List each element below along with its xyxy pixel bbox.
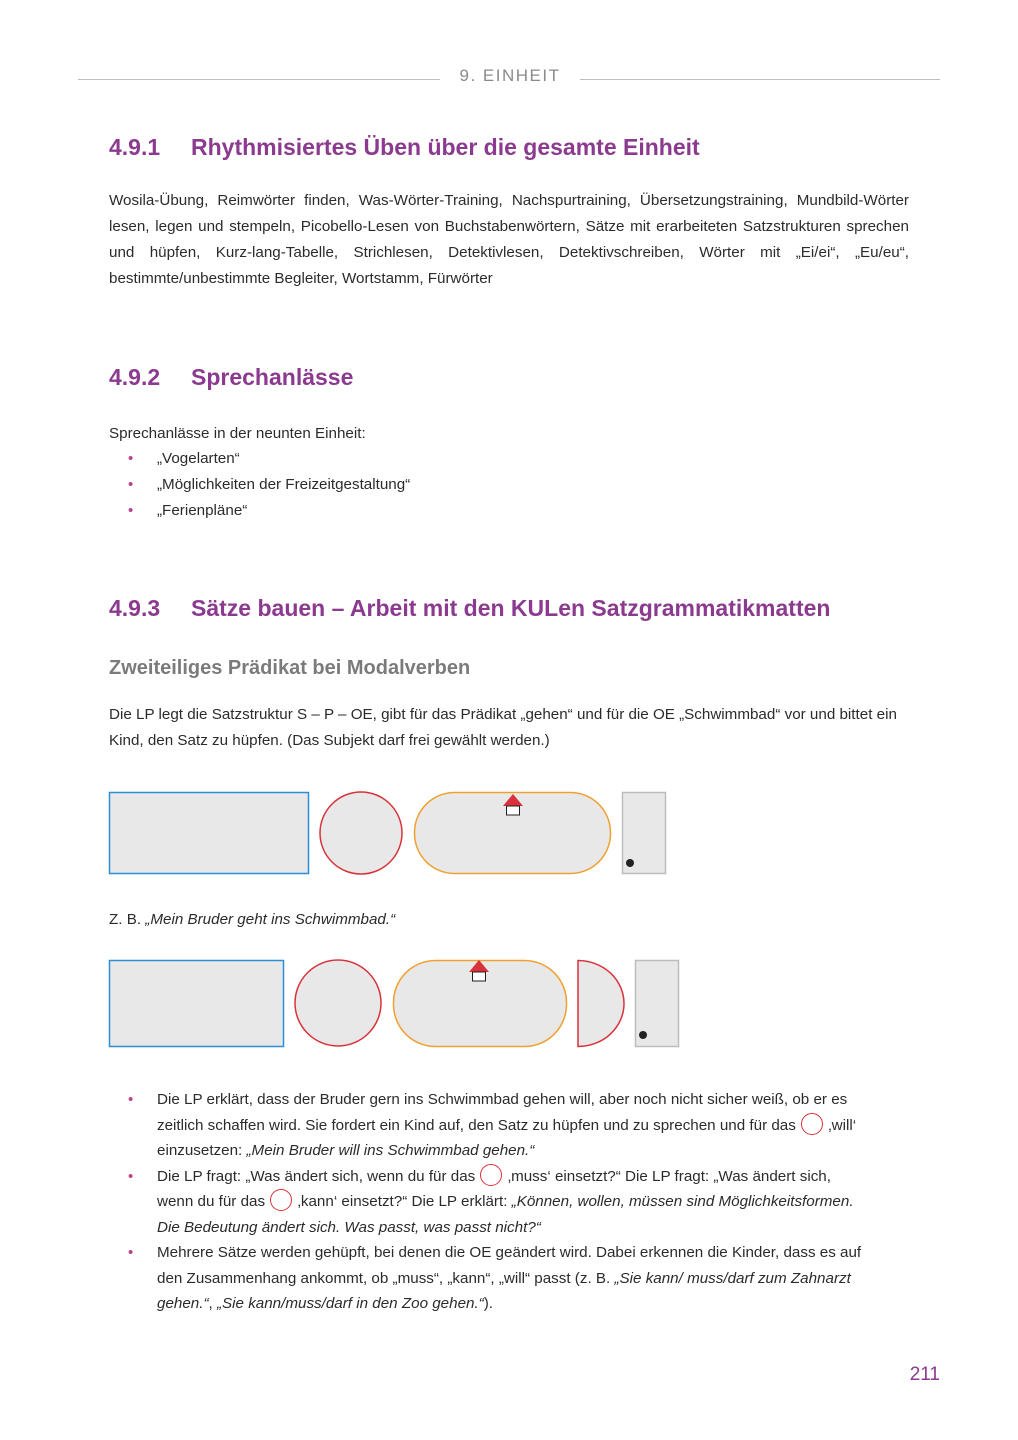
- instruction-list: [109, 1087, 869, 1317]
- page-number: 211: [909, 1364, 940, 1385]
- list-item: • „Vogelarten“: [109, 446, 410, 472]
- section-heading-493: [109, 595, 830, 622]
- section-heading-491: [109, 134, 700, 161]
- predicate-mat: [320, 792, 402, 874]
- predicate-circle-icon: [270, 1189, 292, 1211]
- period-dot-icon: [626, 859, 634, 867]
- section-number: 4.9.3: [109, 595, 161, 621]
- predicate-circle-icon: [801, 1113, 823, 1135]
- subject-mat: [110, 793, 309, 874]
- bullet-icon: •: [128, 476, 134, 493]
- list-item: • Die LP erklärt, dass der Bruder gern ins Schwimmbad gehen will, aber noch nicht sicher weiß, ob er es zeitlich schaffen wird. Sie fordert ein Kind auf, den Satz zu hüpfen und zu sprechen und für das ‚will‘ einzusetzen: „Mein Bruder will ins Schwimmbad gehen.“: [109, 1087, 869, 1164]
- section-number: 4.9.1: [109, 134, 161, 160]
- list-item: • Die LP fragt: „Was ändert sich, wenn du für das ‚muss‘ einsetzt?“ Die LP fragt: „Was ändert sich, wenn du für das ‚kann‘ einsetzt?“ Die LP erklärt: „Können, wollen, müssen sind Möglichkeitsformen. Die Bedeutung ändert sich. Was passt, was passt nicht?“: [109, 1164, 869, 1241]
- running-header: 9. EINHEIT: [459, 66, 561, 85]
- header-rule-left: [78, 79, 440, 80]
- subject-mat: [110, 961, 284, 1047]
- predicate-part2-mat: [578, 961, 624, 1047]
- section-492-intro: Sprechanlässe in der neunten Einheit:: [109, 425, 366, 442]
- bullet-icon: •: [128, 502, 134, 519]
- section-title: Rhythmisiertes Üben über die gesamte Einheit: [191, 134, 700, 160]
- example-sentence: Z. B. „Mein Bruder geht ins Schwimmbad.“: [109, 911, 396, 928]
- speech-occasions-list: [109, 446, 410, 524]
- section-491-text: Wosila-Übung, Reimwörter finden, Was-Wörter-Training, Nachspurtraining, Übersetzungstraining, Mundbild-Wörter lesen, legen und stempeln, Picobello-Lesen von Buchstabenwörtern, Sätze mit erarbeiteten Satzstrukturen sprechen und hüpfen, Kurz-lang-Tabelle, Strichlesen, Detektivlesen, Detektivschreiben, Wörter mit „Ei/ei“, „Eu/eu“, bestimmte/unbestimmte Begleiter, Wortstamm, Fürwörter: [109, 192, 909, 287]
- bullet-icon: •: [128, 450, 134, 467]
- list-item: • „Ferienpläne“: [109, 498, 410, 524]
- section-493-intro: Die LP legt die Satzstruktur S – P – OE, gibt für das Prädikat „gehen“ und für die OE „Schwimmbad“ vor und bittet ein Kind, den Satz zu hüpfen. (Das Subjekt darf frei gewählt werden.): [109, 706, 897, 749]
- bullet-icon: •: [128, 1091, 134, 1108]
- sentence-mat-diagram-1: [0, 785, 1018, 885]
- section-title: Sätze bauen – Arbeit mit den KULen Satzgrammatikmatten: [191, 595, 831, 621]
- predicate-circle-icon: [480, 1164, 502, 1186]
- predicate-mat: [295, 960, 381, 1046]
- list-item: • „Möglichkeiten der Freizeitgestaltung“: [109, 472, 410, 498]
- period-dot-icon: [639, 1031, 647, 1039]
- section-heading-492: [109, 364, 353, 391]
- subsection-heading: Zweiteiliges Prädikat bei Modalverben: [109, 657, 471, 679]
- bullet-icon: •: [128, 1167, 134, 1185]
- section-title: Sprechanlässe: [191, 364, 354, 390]
- list-item: • Mehrere Sätze werden gehüpft, bei denen die OE geändert wird. Dabei erkennen die Kinder, dass es auf den Zusammenhang ankommt, ob „muss“, „kann“, „will“ passt (z. B. „Sie kann/ muss/darf zum Zahnarzt gehen.“, „Sie kann/muss/darf in den Zoo gehen.“).: [109, 1240, 869, 1317]
- sentence-mat-diagram-2: [0, 953, 1018, 1053]
- bullet-icon: •: [128, 1244, 134, 1261]
- section-number: 4.9.2: [109, 364, 161, 390]
- header-rule-right: [580, 79, 940, 80]
